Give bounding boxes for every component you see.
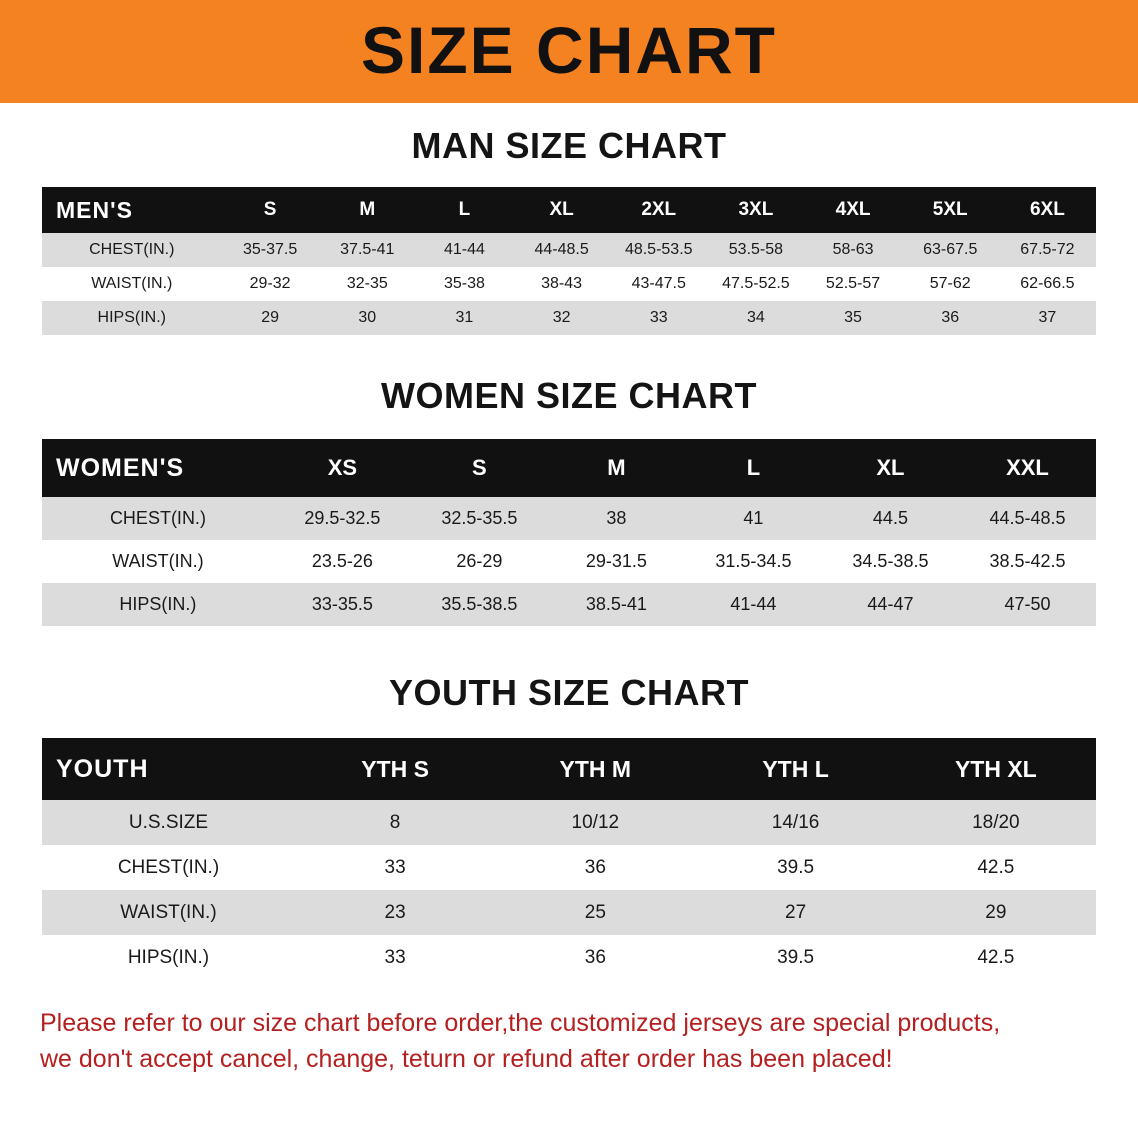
women-hips-s: 35.5-38.5 (411, 583, 548, 626)
women-waist-l: 31.5-34.5 (685, 540, 822, 583)
women-section-title: WOMEN SIZE CHART (381, 375, 757, 416)
men-chest-m: 37.5-41 (319, 233, 416, 267)
men-chest-5xl: 63-67.5 (902, 233, 999, 267)
women-row-label-waist: WAIST(IN.) (42, 540, 274, 583)
men-waist-m: 32-35 (319, 267, 416, 301)
youth-row-label-ussize: U.S.SIZE (42, 800, 295, 845)
women-waist-xl: 34.5-38.5 (822, 540, 959, 583)
youth-waist-m: 25 (495, 890, 695, 935)
women-row-label-hips: HIPS(IN.) (42, 583, 274, 626)
women-hips-l: 41-44 (685, 583, 822, 626)
table-row (42, 890, 1096, 935)
men-header-5xl: 5XL (902, 187, 999, 233)
disclaimer-line-2: we don't accept cancel, change, teturn or refund after order has been placed! (40, 1044, 893, 1073)
men-header-s: S (222, 187, 319, 233)
men-chest-4xl: 58-63 (804, 233, 901, 267)
men-header-4xl: 4XL (804, 187, 901, 233)
youth-waist-l: 27 (695, 890, 895, 935)
youth-table-wrap (0, 738, 1138, 980)
women-header-xl: XL (822, 439, 959, 497)
disclaimer-line-1: Please refer to our size chart before order,the customized jerseys are special products, (40, 1009, 1001, 1037)
men-hips-4xl: 35 (804, 301, 901, 335)
women-header-m: M (548, 439, 685, 497)
men-waist-5xl: 57-62 (902, 267, 999, 301)
men-hips-s: 29 (222, 301, 319, 335)
women-size-table (42, 439, 1096, 626)
women-waist-m: 29-31.5 (548, 540, 685, 583)
men-waist-xl: 38-43 (513, 267, 610, 301)
youth-row-label-chest: CHEST(IN.) (42, 845, 295, 890)
table-row (42, 233, 1096, 267)
disclaimer-note (40, 1006, 1098, 1077)
table-row (42, 845, 1096, 890)
table-header-row (42, 738, 1096, 800)
men-waist-6xl: 62-66.5 (999, 267, 1096, 301)
youth-chest-s: 33 (295, 845, 495, 890)
men-header-label: MEN'S (42, 187, 222, 233)
men-header-2xl: 2XL (610, 187, 707, 233)
women-header-l: L (685, 439, 822, 497)
men-hips-xl: 32 (513, 301, 610, 335)
table-row (42, 540, 1096, 583)
youth-hips-s: 33 (295, 935, 495, 980)
youth-row-label-waist: WAIST(IN.) (42, 890, 295, 935)
men-header-xl: XL (513, 187, 610, 233)
youth-header-yth-xl: YTH XL (896, 738, 1096, 800)
men-size-table (42, 187, 1096, 335)
men-chest-6xl: 67.5-72 (999, 233, 1096, 267)
youth-ussize-m: 10/12 (495, 800, 695, 845)
men-chest-s: 35-37.5 (222, 233, 319, 267)
youth-header-yth-m: YTH M (495, 738, 695, 800)
banner (0, 0, 1138, 103)
women-row-label-chest: CHEST(IN.) (42, 497, 274, 540)
table-row (42, 497, 1096, 540)
men-hips-3xl: 34 (707, 301, 804, 335)
youth-header-label: YOUTH (42, 738, 295, 800)
men-header-6xl: 6XL (999, 187, 1096, 233)
men-hips-l: 31 (416, 301, 513, 335)
women-chest-m: 38 (548, 497, 685, 540)
men-hips-m: 30 (319, 301, 416, 335)
women-chest-xl: 44.5 (822, 497, 959, 540)
women-chest-l: 41 (685, 497, 822, 540)
table-row (42, 935, 1096, 980)
women-hips-m: 38.5-41 (548, 583, 685, 626)
youth-row-label-hips: HIPS(IN.) (42, 935, 295, 980)
youth-section-title: YOUTH SIZE CHART (388, 672, 749, 713)
women-hips-xs: 33-35.5 (274, 583, 411, 626)
men-waist-4xl: 52.5-57 (804, 267, 901, 301)
youth-size-table (42, 738, 1096, 980)
youth-ussize-s: 8 (295, 800, 495, 845)
men-waist-s: 29-32 (222, 267, 319, 301)
women-waist-s: 26-29 (411, 540, 548, 583)
youth-header-yth-s: YTH S (295, 738, 495, 800)
youth-hips-l: 39.5 (695, 935, 895, 980)
men-row-label-waist: WAIST(IN.) (42, 267, 222, 301)
youth-chest-xl: 42.5 (896, 845, 1096, 890)
women-table-wrap (0, 439, 1138, 626)
man-section-title: MAN SIZE CHART (411, 125, 727, 166)
men-row-label-chest: CHEST(IN.) (42, 233, 222, 267)
table-row (42, 301, 1096, 335)
men-header-m: M (319, 187, 416, 233)
women-waist-xs: 23.5-26 (274, 540, 411, 583)
women-header-xs: XS (274, 439, 411, 497)
men-waist-3xl: 47.5-52.5 (707, 267, 804, 301)
women-chest-xxl: 44.5-48.5 (959, 497, 1096, 540)
men-hips-5xl: 36 (902, 301, 999, 335)
youth-ussize-l: 14/16 (695, 800, 895, 845)
men-chest-xl: 44-48.5 (513, 233, 610, 267)
men-hips-2xl: 33 (610, 301, 707, 335)
women-hips-xxl: 47-50 (959, 583, 1096, 626)
man-table-wrap (0, 187, 1138, 335)
youth-hips-xl: 42.5 (896, 935, 1096, 980)
men-row-label-hips: HIPS(IN.) (42, 301, 222, 335)
men-waist-l: 35-38 (416, 267, 513, 301)
men-header-3xl: 3XL (707, 187, 804, 233)
men-header-l: L (416, 187, 513, 233)
women-hips-xl: 44-47 (822, 583, 959, 626)
women-waist-xxl: 38.5-42.5 (959, 540, 1096, 583)
men-hips-6xl: 37 (999, 301, 1096, 335)
men-chest-l: 41-44 (416, 233, 513, 267)
men-chest-3xl: 53.5-58 (707, 233, 804, 267)
table-row (42, 800, 1096, 845)
men-waist-2xl: 43-47.5 (610, 267, 707, 301)
youth-waist-s: 23 (295, 890, 495, 935)
youth-chest-m: 36 (495, 845, 695, 890)
banner-title: SIZE CHART (361, 12, 777, 87)
youth-waist-xl: 29 (896, 890, 1096, 935)
table-header-row (42, 439, 1096, 497)
youth-hips-m: 36 (495, 935, 695, 980)
youth-header-yth-l: YTH L (695, 738, 895, 800)
youth-ussize-xl: 18/20 (896, 800, 1096, 845)
women-header-label: WOMEN'S (42, 439, 274, 497)
women-header-s: S (411, 439, 548, 497)
men-chest-2xl: 48.5-53.5 (610, 233, 707, 267)
table-row (42, 583, 1096, 626)
table-header-row (42, 187, 1096, 233)
women-chest-s: 32.5-35.5 (411, 497, 548, 540)
women-header-xxl: XXL (959, 439, 1096, 497)
youth-chest-l: 39.5 (695, 845, 895, 890)
women-chest-xs: 29.5-32.5 (274, 497, 411, 540)
table-row (42, 267, 1096, 301)
